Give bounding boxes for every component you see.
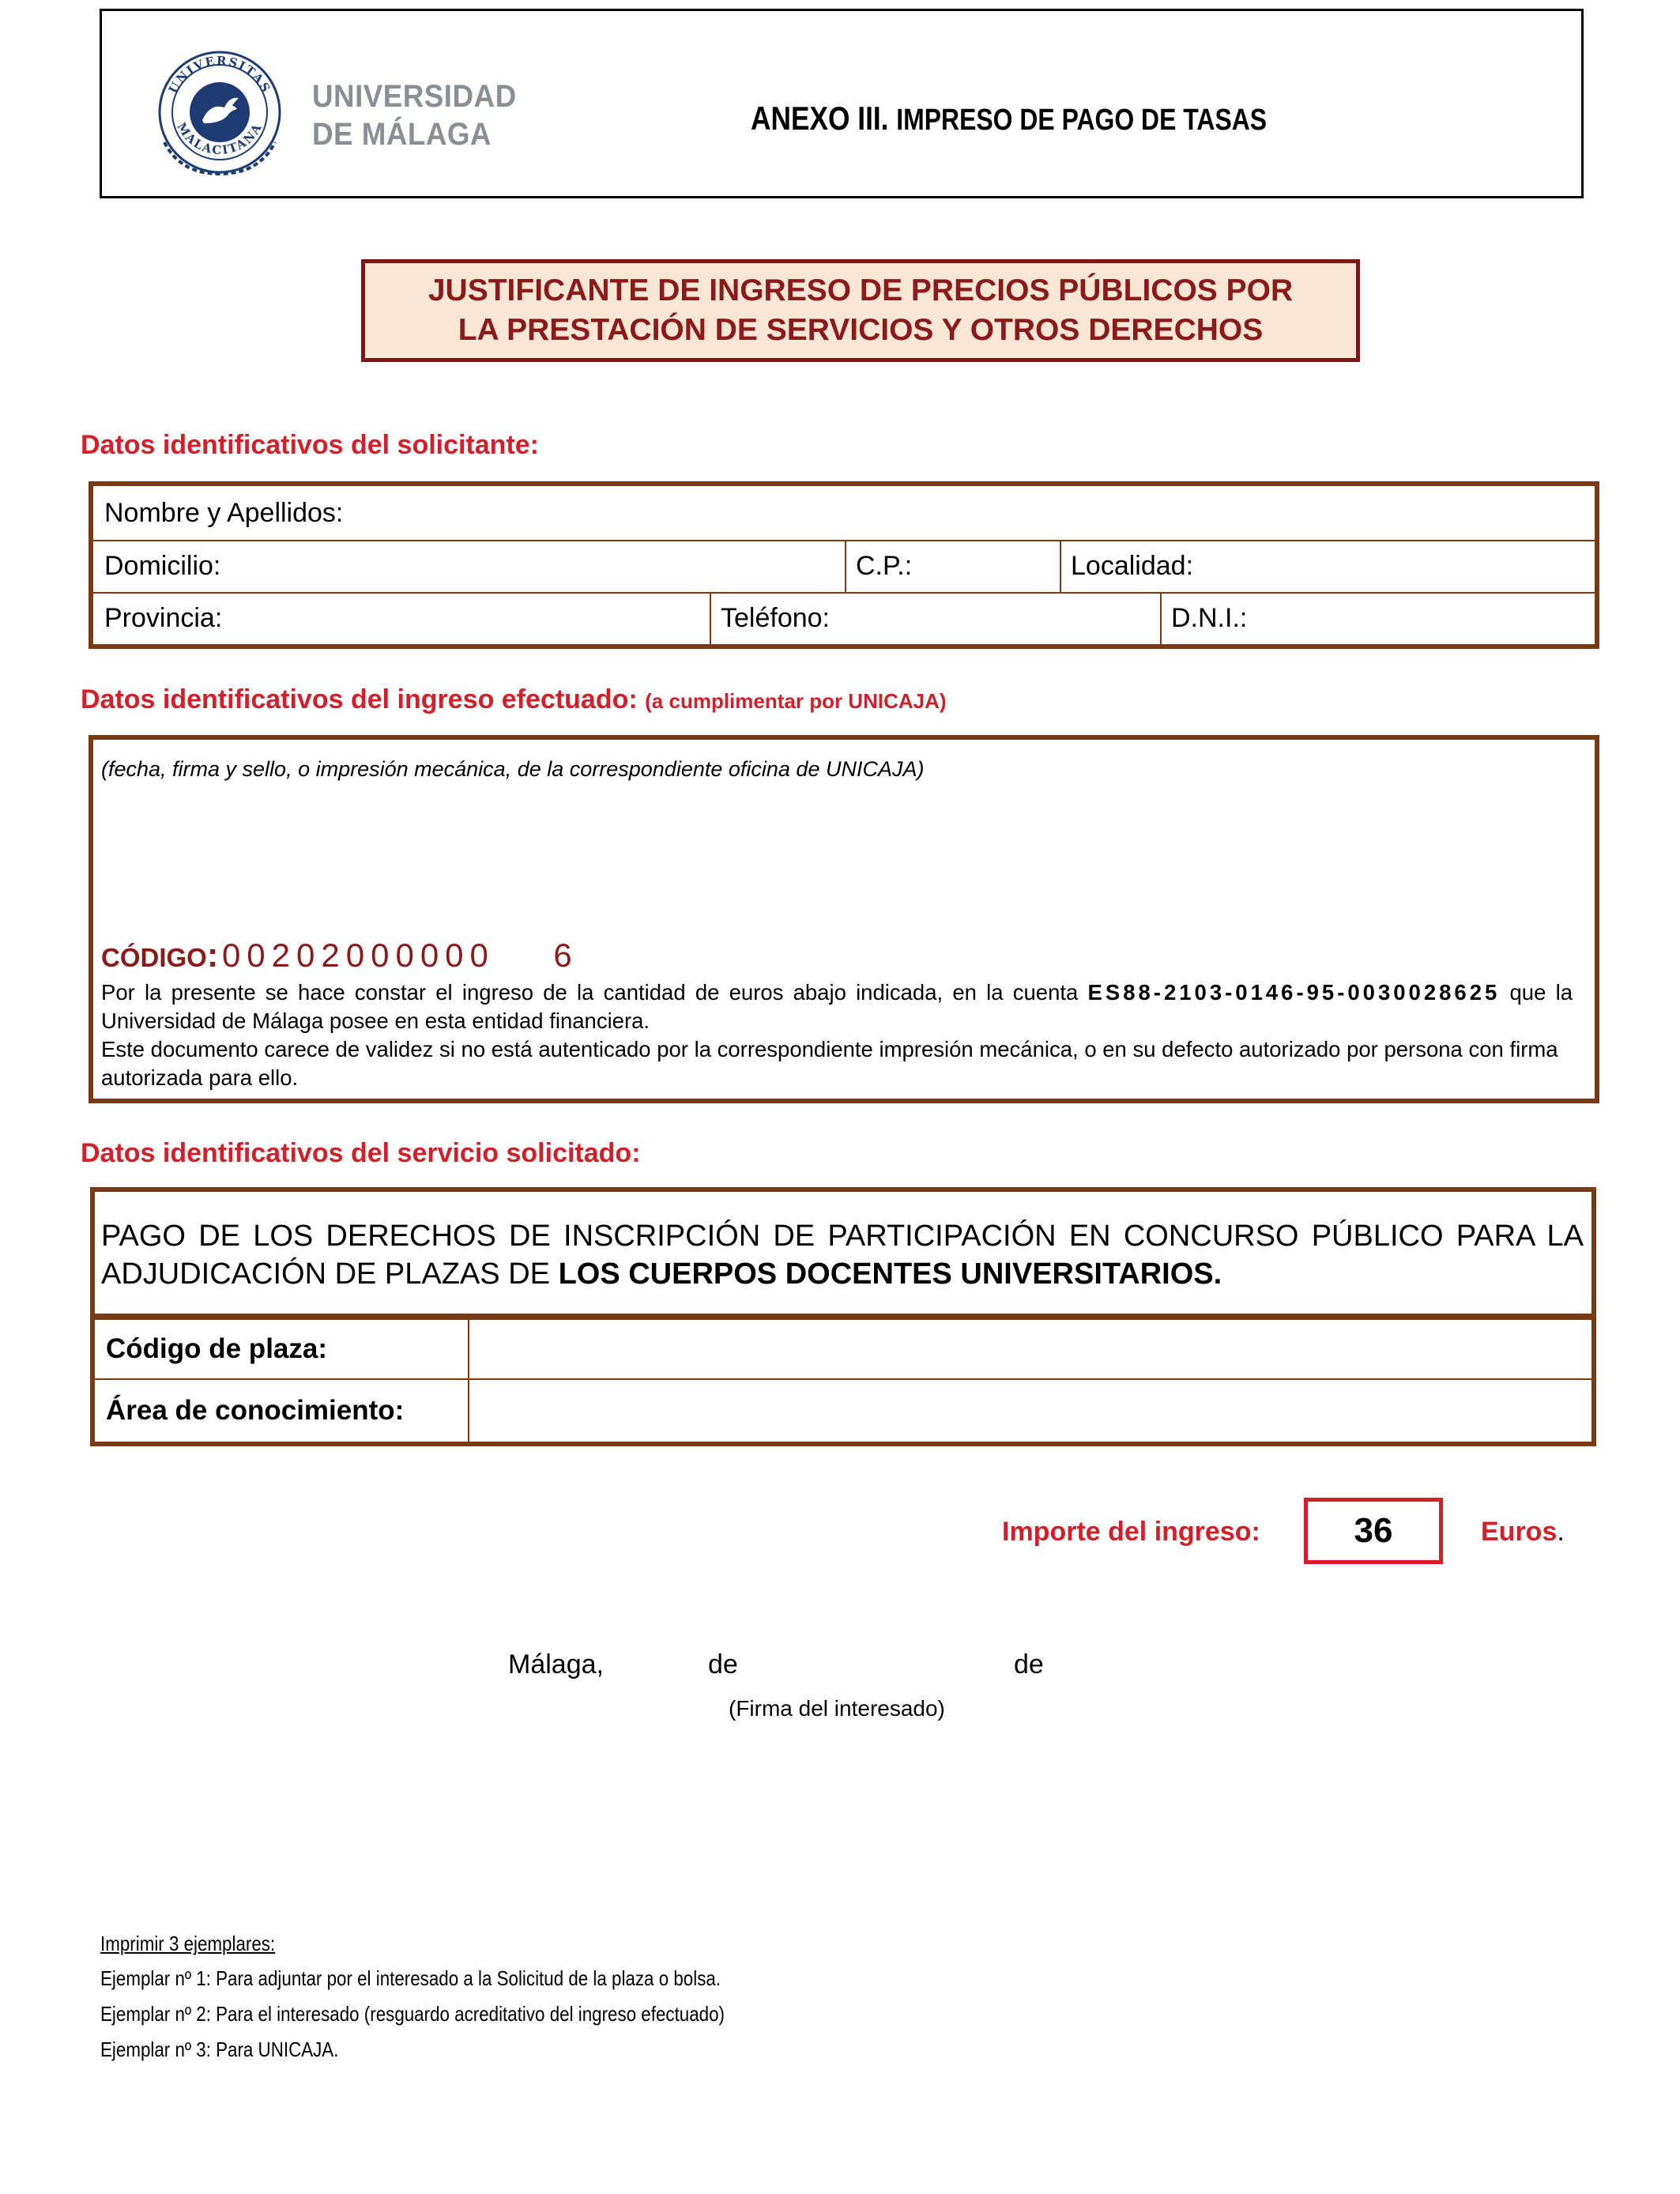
anexo-subtitle: IMPRESO DE PAGO DE TASAS bbox=[896, 104, 1268, 137]
place-code-input[interactable] bbox=[469, 1318, 1591, 1378]
amount-unit-text: Euros bbox=[1481, 1517, 1558, 1547]
print-instructions-title: Imprimir 3 ejemplares: bbox=[100, 1932, 276, 1955]
payment-text-part1: Por la presente se hace constar el ingreso de la cantidad de euros abajo indicada, en la cuenta bbox=[101, 980, 1088, 1005]
payment-code-check-digit: 6 bbox=[553, 937, 572, 974]
locality-field[interactable] bbox=[1060, 540, 1595, 594]
address-field[interactable] bbox=[93, 540, 846, 594]
bank-account-number: ES88-2103-0146-95-0030028625 bbox=[1087, 980, 1501, 1005]
payment-text-part2: que la Universidad de Málaga posee en esta entidad financiera. bbox=[101, 980, 1573, 1033]
document-title: JUSTIFICANTE DE INGRESO DE PRECIOS PÚBLICOS POR LA PRESTACIÓN DE SERVICIOS Y OTROS DERECHOS bbox=[428, 273, 1294, 347]
amount-unit bbox=[1481, 1517, 1565, 1547]
province-field-label: Provincia: bbox=[104, 602, 223, 633]
university-name-line1: UNIVERSIDAD bbox=[312, 79, 517, 114]
phone-field[interactable] bbox=[710, 592, 1162, 644]
applicant-table bbox=[89, 481, 1599, 649]
svg-text:UNIVERSITAS: UNIVERSITAS bbox=[165, 53, 274, 96]
validity-paragraph: Este documento carece de validez si no está autenticado por la correspondiente impresión mecánica, o en su defecto autorizado por persona con firma autorizada para ello. bbox=[101, 1037, 1558, 1090]
bank-stamp-note: (fecha, firma y sello, o impresión mecánica, de la correspondiente oficina de UNICAJA) bbox=[101, 757, 925, 781]
university-name bbox=[312, 77, 517, 153]
service-description bbox=[101, 1217, 1584, 1293]
payment-code-line bbox=[101, 936, 572, 975]
date-de-1: de bbox=[708, 1649, 738, 1679]
university-name-line2: DE MÁLAGA bbox=[312, 117, 492, 152]
service-description-text: PAGO DE LOS DERECHOS DE INSCRIPCIÓN DE PARTICIPACIÓN EN CONCURSO PÚBLICO PARA LA ADJUDICACIÓN DE PLAZAS DE bbox=[101, 1220, 1584, 1291]
service-divider bbox=[90, 1314, 1596, 1318]
dni-field[interactable] bbox=[1160, 592, 1595, 644]
payment-code-label: CÓDIGO bbox=[101, 943, 207, 972]
amount-value-box bbox=[1304, 1498, 1443, 1564]
service-description-bold: LOS CUERPOS DOCENTES UNIVERSITARIOS. bbox=[558, 1257, 1222, 1291]
province-field[interactable] bbox=[93, 592, 711, 644]
payment-legal-text bbox=[101, 978, 1573, 1092]
payment-section-title: Datos identificativos del ingreso efectuado: bbox=[81, 684, 638, 714]
phone-field-label: Teléfono: bbox=[721, 602, 830, 633]
amount-label: Importe del ingreso: bbox=[1002, 1517, 1260, 1547]
area-input[interactable] bbox=[469, 1378, 1591, 1442]
amount-unit-dot: . bbox=[1557, 1517, 1565, 1547]
area-label-cell bbox=[95, 1378, 469, 1442]
payment-code-value: 00202000000 bbox=[221, 937, 495, 974]
address-field-label: Domicilio: bbox=[104, 550, 221, 581]
copy-2-instruction: Ejemplar nº 2: Para el interesado (resguardo acreditativo del ingreso efectuado) bbox=[100, 2002, 725, 2026]
service-section-label: Datos identificativos del servicio solicitado: bbox=[81, 1138, 641, 1168]
amount-value: 36 bbox=[1354, 1511, 1393, 1550]
applicant-section-label: Datos identificativos del solicitante: bbox=[81, 430, 540, 460]
place-code-label: Código de plaza: bbox=[106, 1333, 327, 1364]
svg-text:MALACITANA: MALACITANA bbox=[174, 119, 266, 158]
date-city: Málaga, bbox=[508, 1649, 604, 1679]
dni-field-label: D.N.I.: bbox=[1171, 602, 1248, 633]
university-seal-logo bbox=[149, 47, 291, 182]
signature-note: (Firma del interesado) bbox=[729, 1696, 945, 1721]
locality-field-label: Localidad: bbox=[1071, 550, 1194, 581]
payment-account-paragraph bbox=[101, 978, 1573, 1035]
anexo-label: ANEXO III. bbox=[751, 100, 889, 137]
anexo-title bbox=[751, 100, 1267, 138]
area-label: Área de conocimiento: bbox=[106, 1395, 405, 1426]
payment-section-label bbox=[81, 684, 947, 715]
document-title-box bbox=[361, 259, 1360, 362]
place-code-label-cell bbox=[95, 1318, 469, 1378]
postal-code-field[interactable] bbox=[845, 540, 1061, 594]
name-field[interactable] bbox=[93, 486, 1595, 541]
date-de-2: de bbox=[1014, 1649, 1044, 1679]
payment-section-note: (a cumplimentar por UNICAJA) bbox=[645, 689, 947, 713]
payment-code-colon: : bbox=[206, 936, 219, 974]
copy-1-instruction: Ejemplar nº 1: Para adjuntar por el interesado a la Solicitud de la plaza o bolsa. bbox=[100, 1966, 721, 1990]
copy-3-instruction: Ejemplar nº 3: Para UNICAJA. bbox=[100, 2038, 339, 2061]
name-field-label: Nombre y Apellidos: bbox=[104, 497, 344, 528]
postal-code-field-label: C.P.: bbox=[856, 550, 913, 581]
